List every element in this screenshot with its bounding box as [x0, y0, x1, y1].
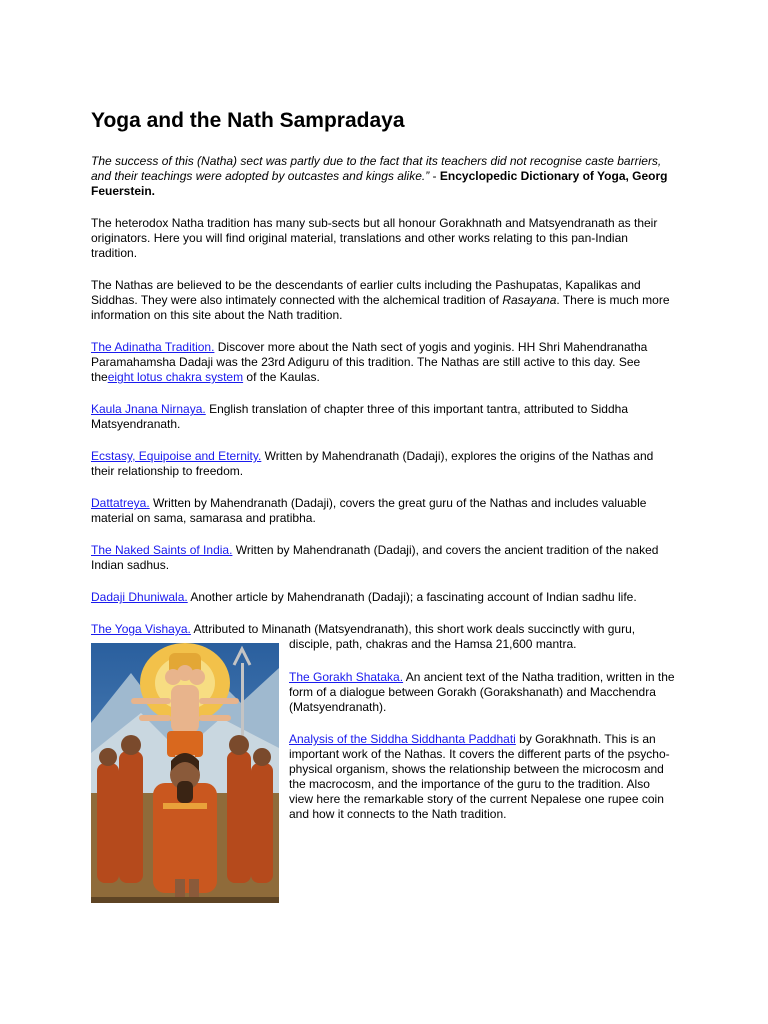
naked-saints-description: Written by Mahendranath (Dadaji), and covers the ancient tradition of the naked Indian sadhus. [91, 543, 659, 572]
link-entry-dhuniwala [91, 590, 676, 605]
adinatha-tradition-link[interactable]: The Adinatha Tradition. [91, 340, 215, 354]
nath-gurus-painting-image [91, 643, 279, 903]
eight-lotus-chakra-link[interactable]: eight lotus chakra system [107, 370, 244, 384]
nathas-text-2: . There is much more information on this site about the Nath tradition. [91, 293, 670, 322]
dattatreya-description: Written by Mahendranath (Dadaji), covers the great guru of the Nathas and includes valuable material on sama, samarasa and pratibha. [91, 496, 647, 525]
quote-separator: - [429, 169, 440, 183]
side-column [289, 670, 676, 822]
adinatha-entry [91, 340, 676, 385]
nathas-paragraph [91, 278, 676, 323]
nathas-text-1: The Nathas are believed to be the descendants of earlier cults including the Pashupatas, Kapalikas and Siddhas. They were also intimately connected with the alchemical tradition of [91, 278, 641, 307]
nath-gurus-painting [91, 643, 279, 903]
siddha-siddhanta-description: by Gorakhnath. This is an important work of the Nathas. It covers the different parts of the psycho-physical organism, shows the relationship between the microcosm and the macrocosm, and the importance of the guru to the tradition. Also view here the remarkable story of the current Nepalese one rupee coin and how it connects to the Nath tradition. [289, 732, 670, 821]
kaula-jnana-nirnaya-link[interactable]: Kaula Jnana Nirnaya. [91, 402, 206, 416]
quote-source: Encyclopedic Dictionary of Yoga, Georg Feuerstein. [91, 169, 668, 198]
ecstasy-description: Written by Mahendranath (Dadaji), explores the origins of the Nathas and their relationship to freedom. [91, 449, 654, 478]
page-title: Yoga and the Nath Sampradaya [91, 109, 405, 132]
link-entry-kaula [91, 402, 676, 432]
yoga-vishaya-description-cont: disciple, path, chakras and the Hamsa 21,600 mantra. [289, 637, 577, 651]
lower-section [91, 622, 676, 822]
epigraph-quote [91, 154, 676, 199]
naked-saints-link[interactable]: The Naked Saints of India. [91, 543, 233, 557]
gorakh-shataka-description: An ancient text of the Natha tradition, written in the form of a dialogue between Gorakh (Gorakshanath) and Macchendra (Matsyendranath). [289, 670, 675, 714]
document-content [91, 108, 676, 839]
dadaji-dhuniwala-link[interactable]: Dadaji Dhuniwala. [91, 590, 188, 604]
siddha-siddhanta-paddhati-link[interactable]: Analysis of the Siddha Siddhanta Paddhati [289, 732, 516, 746]
link-entry-dattatreya [91, 496, 676, 526]
intro-paragraph: The heterodox Natha tradition has many sub-sects but all honour Gorakhnath and Matsyendranath as their originators. Here you will find original material, translations and other works relating to this pan-Indian tradition. [91, 216, 658, 260]
link-entry-naked-saints [91, 543, 676, 573]
adinatha-description: Discover more about the Nath sect of yogis and yoginis. HH Shri Mahendranatha Paramahamsha Dadaji was the 23rd Adiguru of this tradition. The Nathas are still active to this day. See the [91, 340, 648, 384]
link-entry-siddha-siddhanta [289, 732, 676, 822]
yoga-vishaya-link[interactable]: The Yoga Vishaya. [91, 622, 191, 636]
adinatha-description-end: of the Kaulas. [243, 370, 320, 384]
dhuniwala-description: Another article by Mahendranath (Dadaji); a fascinating account of Indian sadhu life. [187, 590, 637, 604]
link-entry-ecstasy [91, 449, 676, 479]
gorakh-shataka-link[interactable]: The Gorakh Shataka. [289, 670, 404, 684]
dattatreya-link[interactable]: Dattatreya. [91, 496, 150, 510]
rasayana-term: Rasayana [502, 293, 557, 307]
ecstasy-equipoise-link[interactable]: Ecstasy, Equipoise and Eternity. [91, 449, 262, 463]
kaula-description: English translation of chapter three of this important tantra, attributed to Siddha Matsyendranath. [91, 402, 628, 431]
link-entry-gorakh-shataka [289, 670, 676, 715]
yoga-vishaya-description: Attributed to Minanath (Matsyendranath), this short work deals succinctly with guru, [190, 622, 636, 636]
quote-text: The success of this (Natha) sect was partly due to the fact that its teachers did not recognise caste barriers, and their teachings were adopted by outcastes and kings alike.” [91, 154, 662, 183]
